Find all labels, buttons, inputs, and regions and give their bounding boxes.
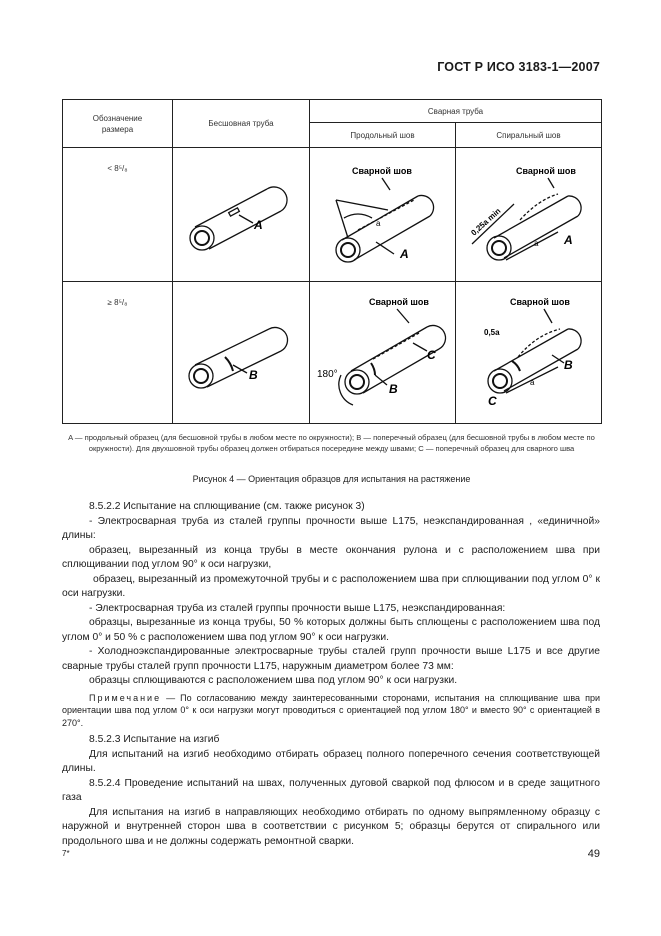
paragraph: - Холодноэкспандированные электросварные трубы сталей групп прочности выше L175 и все другие сварные трубы сталей групп прочности L175, наружным диаметром более 73 мм: bbox=[62, 646, 600, 672]
spiral-large-drawing bbox=[456, 282, 602, 424]
figure-legend: A — продольный образец (для бесшовной трубы в любом месте по окружности); B — поперечный образец (для бесшовной трубы в любом месте по окружности). Для двухшовной трубы образец должен отбираться посередине между швами; C — поперечный образец для сварного шва bbox=[68, 433, 595, 453]
seamless-small-drawing bbox=[173, 148, 310, 282]
label-a: A bbox=[399, 246, 409, 261]
spiral-pipe-a-figure bbox=[464, 160, 594, 270]
paragraph: Для испытаний на изгиб необходимо отбирать образец полного поперечного сечения соответствующей длины. bbox=[62, 748, 600, 774]
paragraph: Для испытания на изгиб в направляющих необходимо отбирать по одному выпрямленному образцу с наружной и внутренней сторон шва в соответствии с рисунком 5; образцы берутся от спирального или продольного шва и не должны содержать ремонтной сварки. bbox=[62, 806, 600, 847]
seamless-pipe-b-figure bbox=[181, 303, 301, 403]
paragraph: образец, вырезанный из промежуточной трубы и с расположением шва при сплющивании под углом 0° к оси нагрузки. bbox=[62, 573, 600, 599]
angle-180-label: 180° bbox=[316, 368, 338, 380]
seamless-pipe-a-figure bbox=[181, 165, 301, 265]
label-a: A bbox=[254, 217, 263, 232]
section-8-5-2-3-heading: 8.5.2.3 Испытание на изгиб bbox=[89, 734, 220, 745]
paragraph: образцы, вырезанные из конца трубы, 50 % которых должны быть сплющены с расположением шва под углом 0° и 50 % с расположением шва под углом 90° к оси нагрузки. bbox=[62, 617, 600, 643]
row-condition-large: ≥ 8⁵/₈ bbox=[63, 282, 173, 424]
label-b: B bbox=[563, 357, 573, 372]
label-a-small: a bbox=[529, 377, 534, 387]
note bbox=[62, 692, 600, 730]
spiral-05a-label: 0,5a bbox=[483, 327, 500, 337]
section-8-5-2-4-heading: 8.5.2.4 Проведение испытаний на швах, полученных дуговой сваркой под флюсом и в среде защитного газа bbox=[62, 777, 600, 803]
header-seamless-pipe: Бесшовная труба bbox=[173, 100, 310, 148]
figure-caption: Рисунок 4 — Ориентация образцов для испытания на растяжение bbox=[192, 474, 471, 484]
section-8-5-2-2-heading: 8.5.2.2 Испытание на сплющивание (см. также рисунок 3) bbox=[89, 501, 365, 512]
label-a-small: a bbox=[375, 218, 380, 228]
seamless-large-drawing bbox=[173, 282, 310, 424]
longitudinal-pipe-bc-figure bbox=[313, 293, 453, 413]
label-b: B bbox=[249, 367, 258, 382]
longitudinal-small-drawing bbox=[310, 148, 456, 282]
header-size-designation: Обозначение размера bbox=[63, 100, 173, 148]
header-spiral-seam: Спиральный шов bbox=[456, 123, 602, 148]
label-c: C bbox=[487, 393, 497, 408]
header-longitudinal-seam: Продольный шов bbox=[310, 123, 456, 148]
weld-seam-label: Сварной шов bbox=[509, 296, 570, 307]
longitudinal-large-drawing bbox=[310, 282, 456, 424]
row-condition-small: < 8⁵/₈ bbox=[63, 148, 173, 282]
specimen-orientation-table bbox=[62, 99, 602, 424]
label-c: C bbox=[426, 347, 436, 362]
paragraph: - Электросварная труба из сталей группы прочности выше L175, неэкспандированная: bbox=[89, 602, 506, 614]
weld-seam-label: Сварной шов bbox=[351, 165, 412, 176]
paragraph: - Электросварная труба из сталей группы прочности выше L175, неэкспандированная , «единичной» длины: bbox=[62, 515, 600, 541]
note-text: — По согласованию между заинтересованными сторонами, испытания на сплющивание шва при ориентации шва под углом 0° к оси нагрузки могут проводиться с ориентацией под углом 180° и вместо 90° с ориентацией в 270°. bbox=[62, 692, 600, 728]
spiral-025a-label: 0,25a min bbox=[468, 205, 502, 237]
weld-seam-label: Сварной шов bbox=[368, 296, 429, 307]
note-label: Примечание bbox=[89, 692, 162, 703]
spiral-small-drawing bbox=[456, 148, 602, 282]
weld-seam-label: Сварной шов bbox=[515, 165, 576, 176]
footer-signature: 7* bbox=[62, 849, 70, 858]
label-b: B bbox=[388, 381, 398, 396]
paragraph: образец, вырезанный из конца трубы в месте окончания рулона и с расположением шва при сплющивании под углом 90° к оси нагрузки, bbox=[62, 544, 600, 570]
standard-number: ГОСТ Р ИСО 3183-1—2007 bbox=[437, 60, 600, 74]
spiral-pipe-bc-figure bbox=[464, 293, 594, 413]
page-number: 49 bbox=[587, 848, 600, 860]
label-a: A bbox=[563, 232, 573, 247]
longitudinal-pipe-a-figure bbox=[318, 160, 448, 270]
label-a-small: a bbox=[533, 238, 538, 248]
header-welded-pipe: Сварная труба bbox=[310, 100, 602, 123]
paragraph: образцы сплющиваются с расположением шва под углом 90° к оси нагрузки. bbox=[89, 675, 458, 686]
body-text bbox=[62, 500, 600, 849]
